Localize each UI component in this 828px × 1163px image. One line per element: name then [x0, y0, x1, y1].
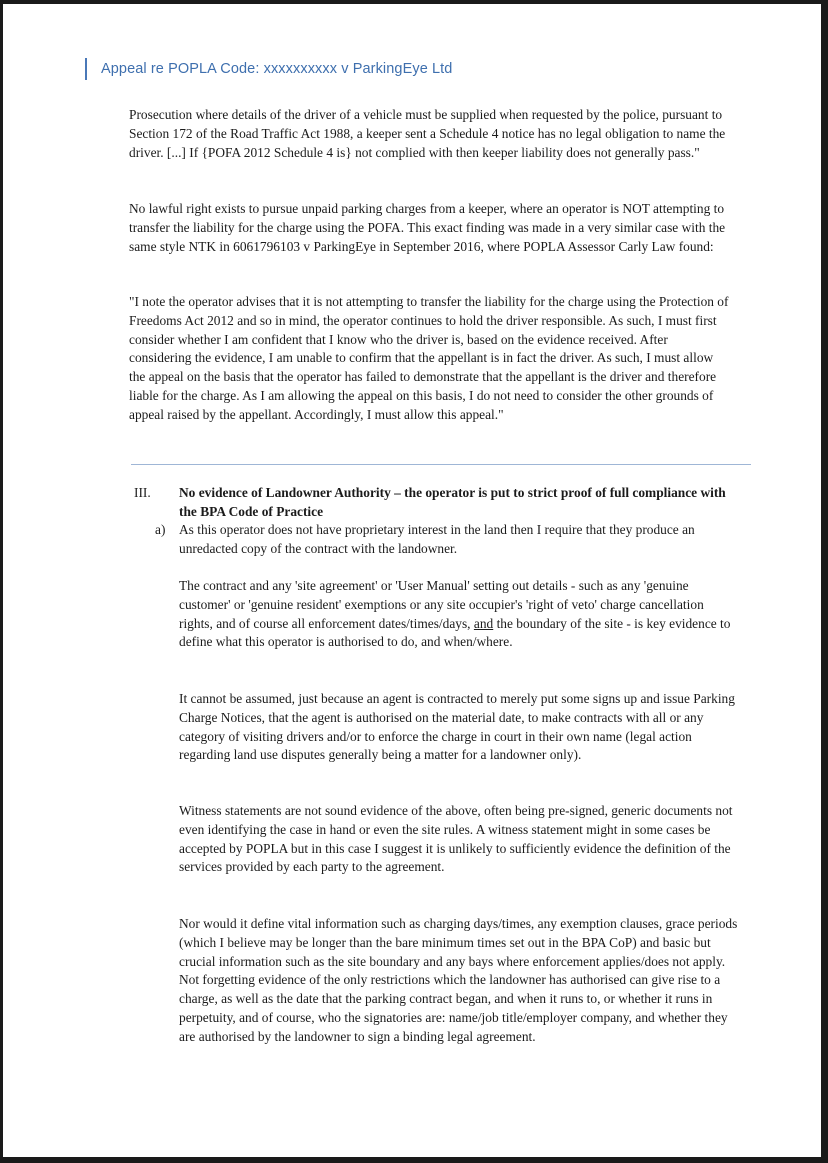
- paragraph-keeper-liability: Prosecution where details of the driver of a vehicle must be supplied when requested by the police, pursuant to Section 172 of the Road Traffic Act 1988, a keeper sent a Schedule 4 notice has no legal obligation to name the driver. [...] If {POFA 2012 Schedule 4 is} not complied with then keeper liability does not generally pass.": [129, 107, 726, 160]
- contract-text-start: The contract and any 'site agreement' or 'User Manual' setting out details - such as any 'genuine customer' or 'genuine resident' exemptions or any site occupier's 'right of veto' charge cancellation rights, and of course all enforcement dates/times/days,: [179, 578, 704, 631]
- paragraph-assessor-quote: "I note the operator advises that it is not attempting to transfer the liability for the charge using the Protection of Freedoms Act 2012 and so in mind, the operator continues to hold the driver responsible. As such, I must first consider whether I am confident that I know who the driver is, based on the evidence received. After considering the evidence, I am unable to confirm that the appellant is in fact the driver. As such, I must allow the appeal on the basis that the operator has failed to demonstrate that the appellant is the driver and therefore liable for the charge. As I am allowing the appeal on this basis, I do not need to consider the other grounds of appeal raised by the appellant. Accordingly, I must allow this appeal.": [129, 294, 729, 422]
- underlined-and: and: [473, 615, 494, 631]
- section-heading: No evidence of Landowner Authority – the operator is put to strict proof of full compliance with the BPA Code of Practice: [179, 485, 726, 519]
- paragraph-witness-statements: Witness statements are not sound evidence of the above, often being pre-signed, generic documents not even identifying the case in hand or even the site rules. A witness statement might in some cases be accepted by POPLA but in this case I suggest it is unlikely to sufficiently evidence the definition of the services provided by each party to the agreement.: [179, 803, 733, 875]
- paragraph-contract-details: [179, 577, 739, 652]
- contract-text-end: the boundary of the site - is key evidence to define what this operator is authorised to do, and when/where.: [179, 615, 731, 650]
- document-page: [3, 4, 821, 1157]
- paragraph-agent-assumption: It cannot be assumed, just because an agent is contracted to merely put some signs up and issue Parking Charge Notices, that the agent is authorised on the material date, to make contracts with all or any category of visiting drivers and/or to enforce the charge in court in their own name (legal action regarding land use disputes generally being a matter for a landowner only).: [179, 691, 735, 763]
- list-item-letter: a): [155, 522, 166, 537]
- page-header: [85, 57, 452, 81]
- header-accent-bar: [85, 58, 87, 80]
- list-item-a-text: As this operator does not have proprietary interest in the land then I require that they produce an unredacted copy of the contract with the landowner.: [179, 522, 695, 556]
- paragraph-lawful-right: No lawful right exists to pursue unpaid parking charges from a keeper, where an operator is NOT attempting to transfer the liability for the charge using the POFA. This exact finding was made in a very similar case with the same style NTK in 6061796103 v ParkingEye in September 2016, where POPLA Assessor Carly Law found:: [129, 201, 726, 254]
- header-title: Appeal re POPLA Code: xxxxxxxxxx v ParkingEye Ltd: [101, 61, 453, 77]
- section-number: III.: [134, 485, 151, 500]
- paragraph-vital-information: Nor would it define vital information such as charging days/times, any exemption clauses, grace periods (which I believe may be longer than the bare minimum times set out in the BPA CoP) and basic but crucial information such as the site boundary and any bays where enforcement applies/does not apply. Not forgetting evidence of the only restrictions which the landowner has authorised can give rise to a charge, as well as the date that the parking contract began, and when it runs to, or whether it runs in perpetuity, and of course, who the signatories are: name/job title/employer company, and whether they are authorised by the landowner to sign a binding legal agreement.: [179, 916, 738, 1044]
- section-divider: [131, 464, 751, 465]
